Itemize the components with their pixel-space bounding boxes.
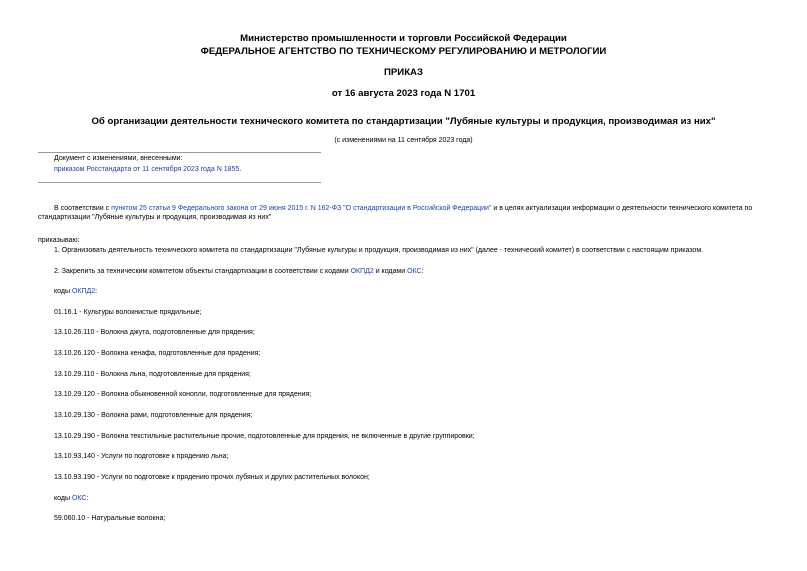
changes-line: [54, 166, 241, 173]
oks-codes-heading: [54, 495, 88, 502]
okpd-heading-suffix: :: [95, 288, 98, 295]
okpd-codes-heading: [54, 288, 97, 295]
okpd-code-item: 13.10.29.130 - Волокна рами, подготовленные для прядения;: [54, 412, 253, 419]
item2-suffix: :: [421, 268, 424, 275]
oks-code-item: 59.060.10 - Натуральные волокна;: [54, 515, 166, 522]
oks-heading-suffix: :: [86, 495, 89, 502]
preamble-end: и в целях актуализации информации о деятельности технического комитета по стандартизации "Лубяные культуры и продукция, производимая из них": [38, 205, 753, 222]
changes-label: Документ с изменениями, внесенными:: [54, 155, 183, 162]
oks-heading-link[interactable]: ОКС: [71, 495, 87, 502]
changes-order-link[interactable]: приказом Росстандарта от 11 сентября 2023 года N 1855: [54, 166, 240, 173]
okpd-code-item: 13.10.29.190 - Волокна текстильные растительные прочие, подготовленные для прядения, не включенные в другие группировки;: [54, 433, 475, 440]
okpd-code-item: 01.16.1 - Культуры волокнистые прядильные;: [54, 309, 202, 316]
okpd-code-item: 13.10.26.110 - Волокна джута, подготовленные для прядения;: [54, 329, 255, 336]
preamble-start: В соответствии с: [54, 205, 112, 212]
document-date-number: от 16 августа 2023 года N 1701: [331, 88, 476, 99]
orders-label: приказываю:: [38, 237, 80, 244]
changes-bottom-divider: [38, 182, 321, 183]
item2-middle: и кодами: [373, 268, 408, 275]
changes-link-suffix: .: [239, 166, 242, 173]
changes-top-divider: [38, 152, 321, 153]
document-type: ПРИКАЗ: [384, 67, 423, 78]
item2-prefix: 2. Закрепить за техническим комитетом объекты стандартизации в соответствии с кодами: [54, 268, 351, 275]
okpd-code-item: 13.10.93.190 - Услуги по подготовке к прядению прочих лубяных и других растительных волокон;: [54, 474, 370, 481]
amendment-note: (с изменениями на 11 сентября 2023 года): [334, 137, 473, 144]
okpd-code-item: 13.10.93.140 - Услуги по подготовке к прядению льна;: [54, 453, 229, 460]
document-title: Об организации деятельности технического комитета по стандартизации "Лубяные культуры и продукция, производимая из них": [91, 116, 716, 127]
federal-law-link[interactable]: пунктом 25 статьи 9 Федерального закона от 29 июня 2015 г. N 162-ФЗ "О стандартизации в Российской Федерации": [111, 205, 492, 212]
preamble-paragraph: [38, 204, 770, 223]
okpd-code-item: 13.10.29.110 - Волокна льна, подготовленные для прядения;: [54, 371, 251, 378]
okpd2-link[interactable]: ОКПД2: [350, 268, 374, 275]
okpd-code-item: 13.10.29.120 - Волокна обыкновенной конопли, подготовленные для прядения;: [54, 391, 312, 398]
oks-heading-prefix: коды: [54, 495, 72, 502]
ministry-name: Министерство промышленности и торговли Российской Федерации: [240, 33, 567, 44]
okpd-code-item: 13.10.26.120 - Волокна кенафа, подготовленные для прядения;: [54, 350, 261, 357]
agency-name: ФЕДЕРАЛЬНОЕ АГЕНТСТВО ПО ТЕХНИЧЕСКОМУ РЕГУЛИРОВАНИЮ И МЕТРОЛОГИИ: [200, 46, 607, 57]
oks-link[interactable]: ОКС: [407, 268, 422, 275]
order-item-2: [54, 268, 424, 275]
okpd-heading-link[interactable]: ОКПД2: [71, 288, 96, 295]
okpd-heading-prefix: коды: [54, 288, 72, 295]
order-item-1: 1. Организовать деятельность технического комитета по стандартизации "Лубяные культуры и продукция, производимая из них" (далее - технический комитет) в соответствии с настоящим приказом.: [54, 247, 704, 254]
